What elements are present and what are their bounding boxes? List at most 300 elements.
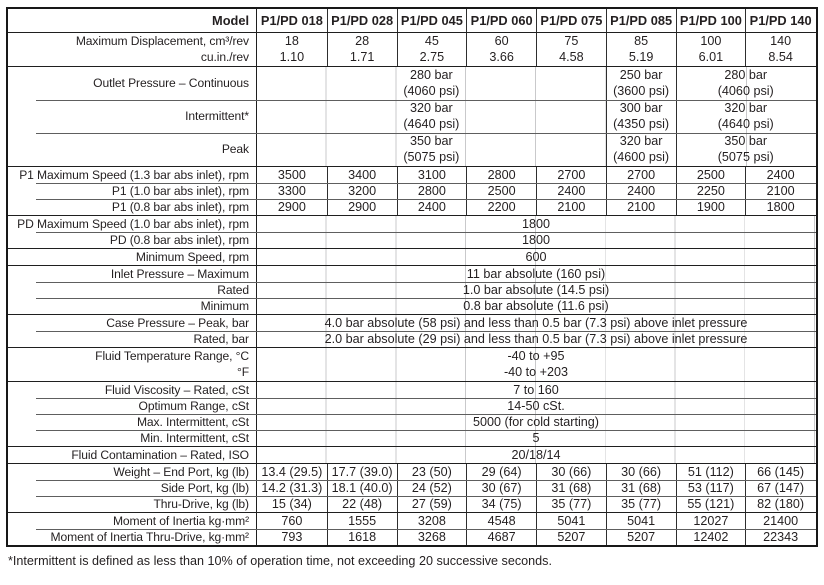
value-cell (745, 464, 815, 480)
text-line: 2400 (627, 183, 656, 198)
row-label (8, 348, 257, 381)
value-cell (745, 199, 815, 215)
text-line: cu.in./rev (200, 49, 249, 64)
text-line: 2250 (696, 183, 725, 198)
text-line: 320 bar (619, 134, 663, 148)
table-header-row (8, 9, 816, 32)
row-cells (257, 249, 816, 265)
value-cell (327, 529, 397, 545)
text-line: 18.1 (40.0) (331, 480, 393, 495)
row-cells (257, 382, 816, 398)
value-cell (327, 464, 397, 480)
text-line: Side Port, kg (lb) (160, 480, 249, 495)
value-cell (327, 199, 397, 215)
text-line: 82 (180) (757, 496, 805, 511)
text-line: 2100 (627, 199, 656, 214)
text-line: -40 to +203 (503, 364, 569, 379)
row-cells (257, 414, 816, 430)
table-row (8, 265, 816, 282)
text-line: Minimum (200, 298, 249, 313)
text-line: Maximum Displacement, cm³/rev (75, 34, 249, 48)
text-line: Fluid Contamination – Rated, ISO (71, 447, 249, 462)
header-cells (257, 9, 816, 32)
text-line: Fluid Temperature Range, °C (95, 349, 249, 363)
text-line: P1 (0.8 bar abs inlet), rpm (111, 199, 249, 214)
text-line: 5 (532, 430, 540, 445)
value-cell (257, 348, 815, 381)
text-line: 30 (66) (621, 464, 662, 479)
text-line: 4.0 bar absolute (58 psi) and less than 0.5 bar (7.3 psi) above inlet pressure (324, 315, 748, 330)
row-cells (257, 100, 816, 133)
text-line: 5041 (627, 513, 656, 528)
value-cell (606, 133, 676, 166)
text-line: 29 (64) (481, 464, 522, 479)
row-cells (257, 216, 816, 232)
text-line: 1800 (521, 232, 551, 247)
text-line: -40 to +95 (507, 349, 565, 363)
row-cells (257, 480, 816, 496)
value-cell (676, 199, 746, 215)
row-label (8, 282, 257, 298)
spec-table (6, 7, 818, 547)
text-line: Fluid Viscosity – Rated, cSt (104, 382, 249, 397)
text-line: 600 (525, 249, 547, 264)
text-line: 55 (121) (687, 496, 735, 511)
value-cell (397, 480, 467, 496)
column-header (466, 9, 536, 32)
text-line: 350 bar (724, 134, 768, 148)
text-line: 1.71 (349, 49, 375, 64)
text-line: 4548 (487, 513, 516, 528)
text-line: P1/PD 018 (260, 13, 323, 28)
text-line: P1/PD 085 (610, 13, 673, 28)
text-line: 2800 (487, 167, 516, 182)
row-label (8, 167, 257, 183)
value-cell (257, 183, 327, 199)
text-line: 300 bar (619, 101, 663, 115)
text-line: 2900 (277, 199, 306, 214)
text-line: 2200 (487, 199, 516, 214)
value-cell (397, 496, 467, 512)
table-row (8, 100, 816, 133)
value-cell (606, 67, 676, 100)
text-line: 280 bar (724, 68, 768, 82)
text-line: Rated, bar (193, 331, 249, 346)
text-line: Weight – End Port, kg (lb) (113, 464, 249, 479)
value-cell (257, 496, 327, 512)
text-line: 31 (68) (551, 480, 592, 495)
text-line: PD Maximum Speed (1.0 bar abs inlet), rpm (17, 216, 249, 231)
text-line: 24 (52) (411, 480, 452, 495)
value-cell (536, 199, 606, 215)
column-header (327, 9, 397, 32)
row-cells (257, 447, 816, 463)
text-line: (3600 psi) (613, 83, 670, 98)
value-cell (257, 430, 815, 446)
value-cell (397, 183, 467, 199)
text-line: 2.0 bar absolute (29 psi) and less than 0.5 bar (7.3 psi) above inlet pressure (324, 331, 748, 346)
value-cell (745, 513, 815, 529)
text-line: (5075 psi) (403, 149, 460, 164)
value-cell (327, 183, 397, 199)
value-cell (397, 513, 467, 529)
value-cell (536, 513, 606, 529)
text-line: P1/PD 060 (470, 13, 533, 28)
value-cell (606, 529, 676, 545)
text-line: 1618 (348, 529, 377, 544)
row-label (8, 33, 257, 66)
table-row (8, 248, 816, 265)
text-line: 34 (75) (481, 496, 522, 511)
text-line: 2100 (557, 199, 586, 214)
text-line: P1/PD 075 (540, 13, 603, 28)
column-header (745, 9, 815, 32)
text-line: 51 (112) (687, 464, 734, 479)
row-cells (257, 183, 816, 199)
text-line: 140 (770, 34, 792, 48)
text-line: 31 (68) (621, 480, 662, 495)
value-cell (676, 33, 746, 66)
text-line: 100 (700, 34, 722, 48)
table-row (8, 282, 816, 298)
text-line: (5075 psi) (717, 149, 774, 164)
text-line: Moment of Inertia kg·mm² (112, 513, 249, 528)
value-cell (327, 480, 397, 496)
table-row (8, 66, 816, 100)
text-line: 2400 (766, 167, 795, 182)
text-line: 67 (147) (757, 480, 805, 495)
value-cell (257, 382, 815, 398)
text-line: 2700 (557, 167, 586, 182)
text-line: 27 (59) (411, 496, 452, 511)
value-cell (676, 529, 746, 545)
value-cell (466, 464, 536, 480)
text-line: 1800 (521, 216, 551, 231)
table-row (8, 298, 816, 314)
text-line: Min. Intermittent, cSt (140, 430, 249, 445)
value-cell (327, 496, 397, 512)
row-label (8, 430, 257, 446)
row-label (8, 496, 257, 512)
text-line: 53 (117) (687, 480, 734, 495)
table-row (8, 512, 816, 529)
row-label (8, 298, 257, 314)
text-line: 11 bar absolute (160 psi) (466, 266, 606, 281)
text-line: 2100 (766, 183, 795, 198)
text-line: 14.2 (31.3) (261, 480, 323, 495)
text-line: 2800 (417, 183, 446, 198)
value-cell (257, 331, 815, 347)
text-line: 4.58 (559, 49, 584, 64)
table-row (8, 381, 816, 398)
text-line: (4640 psi) (717, 116, 774, 131)
value-cell (466, 33, 536, 66)
text-line: P1/PD 045 (400, 13, 463, 28)
column-header (397, 9, 467, 32)
text-line: 4687 (487, 529, 516, 544)
row-cells (257, 67, 816, 100)
value-cell (257, 447, 815, 463)
table-row (8, 529, 816, 545)
row-cells (257, 282, 816, 298)
row-cells (257, 430, 816, 446)
value-cell (745, 183, 815, 199)
row-label (8, 331, 257, 347)
value-cell (676, 67, 816, 100)
text-line: 280 bar (410, 68, 453, 82)
table-row (8, 199, 816, 215)
row-cells (257, 496, 816, 512)
value-cell (676, 167, 746, 183)
text-line: 14-50 cSt. (507, 398, 565, 413)
text-line: 30 (67) (481, 480, 522, 495)
text-line: 12402 (693, 529, 729, 544)
text-line: Max. Intermittent, cSt (136, 414, 249, 429)
value-cell (745, 496, 815, 512)
value-cell (536, 183, 606, 199)
table-row (8, 215, 816, 232)
row-label (8, 382, 257, 398)
text-line: °F (236, 364, 249, 379)
value-cell (606, 33, 676, 66)
text-line: 5207 (557, 529, 586, 544)
row-label (8, 67, 257, 100)
text-line: 2400 (417, 199, 446, 214)
text-line: (4060 psi) (717, 83, 774, 98)
value-cell (257, 232, 815, 248)
value-cell (745, 529, 815, 545)
text-line: 2900 (348, 199, 377, 214)
value-cell (327, 33, 397, 66)
value-cell (536, 496, 606, 512)
value-cell (257, 67, 606, 100)
value-cell (676, 513, 746, 529)
value-cell (606, 496, 676, 512)
value-cell (606, 513, 676, 529)
value-cell (257, 464, 327, 480)
row-cells (257, 513, 816, 529)
text-line: 35 (77) (621, 496, 662, 511)
table-row (8, 166, 816, 183)
table-row (8, 398, 816, 414)
text-line: 3208 (417, 513, 446, 528)
text-line: Intermittent* (185, 108, 249, 123)
text-line: 3300 (277, 183, 306, 198)
row-cells (257, 199, 816, 215)
value-cell (676, 496, 746, 512)
text-line: 28 (355, 34, 370, 48)
value-cell (257, 249, 815, 265)
value-cell (466, 480, 536, 496)
value-cell (257, 414, 815, 430)
text-line: P1/PD 028 (331, 13, 394, 28)
value-cell (745, 167, 815, 183)
text-line: 6.01 (698, 49, 724, 64)
text-line: Outlet Pressure – Continuous (93, 75, 249, 90)
table-row (8, 314, 816, 331)
text-line: 1.0 bar absolute (14.5 psi) (462, 282, 610, 297)
text-line: 2500 (487, 183, 516, 198)
value-cell (257, 298, 815, 314)
text-line: 12027 (693, 513, 729, 528)
text-line: 1800 (766, 199, 795, 214)
value-cell (397, 464, 467, 480)
text-line: 60 (494, 34, 509, 48)
table-row (8, 232, 816, 248)
text-line: 1555 (348, 513, 377, 528)
value-cell (257, 315, 815, 331)
text-line: 5.19 (628, 49, 654, 64)
text-line: 1900 (696, 199, 725, 214)
value-cell (676, 480, 746, 496)
text-line: 35 (77) (551, 496, 592, 511)
table-row (8, 183, 816, 199)
table-row (8, 133, 816, 166)
text-line: 75 (564, 34, 579, 48)
row-cells (257, 331, 816, 347)
value-cell (466, 183, 536, 199)
value-cell (745, 33, 815, 66)
value-cell (466, 513, 536, 529)
text-line: 760 (281, 513, 303, 528)
value-cell (536, 33, 606, 66)
row-label (8, 513, 257, 529)
text-line: 8.54 (768, 49, 793, 64)
value-cell (536, 480, 606, 496)
value-cell (397, 167, 467, 183)
row-label (8, 529, 257, 545)
text-line: 350 bar (410, 134, 453, 148)
row-cells (257, 464, 816, 480)
value-cell (397, 529, 467, 545)
row-cells (257, 398, 816, 414)
row-cells (257, 298, 816, 314)
text-line: 22 (48) (342, 496, 383, 511)
text-line: 13.4 (29.5) (261, 464, 323, 479)
text-line: 3268 (417, 529, 446, 544)
value-cell (536, 167, 606, 183)
value-cell (257, 33, 327, 66)
text-line: 20/18/14 (511, 447, 561, 462)
value-cell (257, 199, 327, 215)
text-line: Moment of Inertia Thru-Drive, kg·mm² (50, 529, 249, 544)
row-cells (257, 266, 816, 282)
value-cell (606, 480, 676, 496)
text-line: 1.10 (279, 49, 305, 64)
text-line: (4350 psi) (613, 116, 670, 131)
row-cells (257, 315, 816, 331)
value-cell (327, 167, 397, 183)
text-line: 15 (34) (271, 496, 312, 511)
value-cell (257, 513, 327, 529)
row-cells (257, 348, 816, 381)
column-header (257, 9, 327, 32)
text-line: 3100 (417, 167, 446, 182)
text-line: 23 (50) (411, 464, 452, 479)
column-header (676, 9, 746, 32)
text-line: P1 Maximum Speed (1.3 bar abs inlet), rpm (19, 167, 249, 182)
table-row (8, 480, 816, 496)
row-label (8, 183, 257, 199)
value-cell (606, 183, 676, 199)
text-line: Minimum Speed, rpm (135, 249, 249, 264)
footnote: *Intermittent is defined as less than 10% of operation time, not exceeding 20 successive seconds. (8, 554, 552, 568)
text-line: 3200 (348, 183, 377, 198)
value-cell (257, 216, 815, 232)
text-line: 320 bar (410, 101, 453, 115)
row-label (8, 398, 257, 414)
row-label (8, 100, 257, 133)
model-header-cell (8, 9, 257, 32)
text-line: 30 (66) (551, 464, 592, 479)
text-line: 18 (284, 34, 299, 48)
table-row (8, 446, 816, 463)
row-label (8, 447, 257, 463)
text-line: 2.75 (419, 49, 445, 64)
text-line: Rated (217, 282, 249, 297)
value-cell (257, 100, 606, 133)
row-label (8, 480, 257, 496)
text-line: 5207 (627, 529, 656, 544)
column-header (536, 9, 606, 32)
value-cell (466, 496, 536, 512)
text-line: 3400 (348, 167, 377, 182)
text-line: Case Pressure – Peak, bar (106, 315, 249, 330)
value-cell (257, 398, 815, 414)
row-cells (257, 133, 816, 166)
text-line: (4600 psi) (613, 149, 670, 164)
value-cell (606, 100, 676, 133)
text-line: 5041 (557, 513, 586, 528)
value-cell (676, 133, 816, 166)
text-line: (4060 psi) (403, 83, 460, 98)
text-line: 17.7 (39.0) (331, 464, 393, 479)
text-line: P1/PD 100 (679, 13, 742, 28)
value-cell (397, 33, 467, 66)
value-cell (466, 167, 536, 183)
column-header (606, 9, 676, 32)
row-label (8, 315, 257, 331)
row-label (8, 249, 257, 265)
value-cell (606, 199, 676, 215)
table-row (8, 414, 816, 430)
text-line: 0.8 bar absolute (11.6 psi) (463, 298, 609, 313)
text-line: 2700 (627, 167, 656, 182)
row-cells (257, 232, 816, 248)
text-line: 3.66 (489, 49, 514, 64)
row-label (8, 216, 257, 232)
value-cell (606, 464, 676, 480)
text-line: 3500 (277, 167, 306, 182)
value-cell (606, 167, 676, 183)
text-line: 45 (424, 34, 439, 48)
value-cell (257, 266, 815, 282)
value-cell (536, 529, 606, 545)
table-row (8, 331, 816, 347)
row-cells (257, 167, 816, 183)
value-cell (676, 464, 746, 480)
text-line: 85 (634, 34, 649, 48)
text-line: 5000 (for cold starting) (473, 414, 599, 429)
row-label (8, 414, 257, 430)
value-cell (327, 513, 397, 529)
row-label (8, 199, 257, 215)
text-line: Optimum Range, cSt (138, 398, 249, 413)
table-row (8, 430, 816, 446)
table-row (8, 463, 816, 480)
value-cell (397, 199, 467, 215)
text-line: 66 (145) (757, 464, 805, 479)
